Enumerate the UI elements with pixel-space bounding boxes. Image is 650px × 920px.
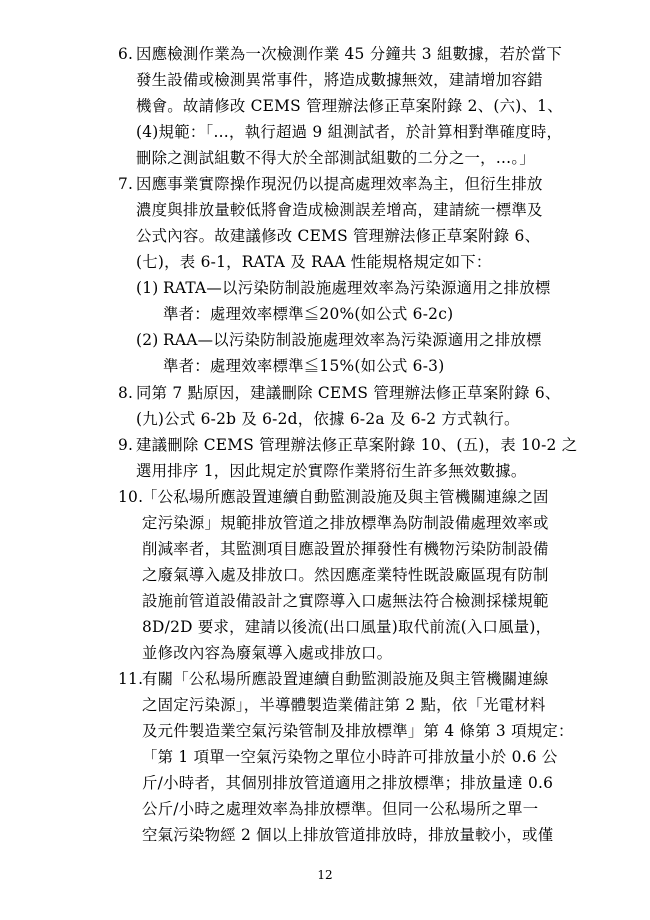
page-number: 12 bbox=[317, 868, 333, 882]
subitem-7-2-line-1: RAA—以污染防制設施處理效率為污染源適用之排放標 bbox=[163, 331, 542, 349]
paragraph-9-line-2: 選用排序 1，因此規定於實際作業將衍生許多無效數據。 bbox=[136, 462, 527, 480]
paragraph-6-line-4: (4)規範：「…，執行超過 9 組測試者，於計算相對準確度時， bbox=[136, 123, 563, 141]
subitem-7-2-line-2: 準者：處理效率標準≦15%(如公式 6-3) bbox=[163, 357, 445, 375]
paragraph-6-number: 6. bbox=[118, 45, 134, 63]
paragraph-11-number: 11. bbox=[118, 670, 144, 688]
paragraph-10-line-5: 設施前管道設備設計之實際導入口處無法符合檢測採樣規範 bbox=[142, 592, 549, 610]
paragraph-10-line-7: 並修改內容為廢氣導入處或排放口。 bbox=[142, 644, 393, 662]
paragraph-11-line-3: 及元件製造業空氣污染管制及排放標準」第 4 條第 3 項規定： bbox=[142, 722, 574, 740]
paragraph-6-line-5: 刪除之測試組數不得大於全部測試組數的二分之一，…。」 bbox=[136, 149, 535, 167]
paragraph-9-line-1: 建議刪除 CEMS 管理辦法修正草案附錄 10、(五)，表 10-2 之 bbox=[136, 436, 578, 454]
subitem-7-1-line-1: RATA—以污染防制設施處理效率為污染源適用之排放標 bbox=[163, 279, 551, 297]
paragraph-11-line-4: 「第 1 項單一空氣污染物之單位小時許可排放量小於 0.6 公 bbox=[142, 748, 558, 766]
paragraph-8-line-1: 同第 7 點原因，建議刪除 CEMS 管理辦法修正草案附錄 6、 bbox=[136, 384, 561, 402]
paragraph-7-line-2: 濃度與排放量較低將會造成檢測誤差增高，建請統一標準及 bbox=[136, 201, 543, 219]
paragraph-10-line-1: 「公私場所應設置連續自動監測設施及與主管機關連線之固 bbox=[142, 488, 549, 506]
paragraph-8-line-2: (九)公式 6-2b 及 6-2d，依據 6-2a 及 6-2 方式執行。 bbox=[136, 410, 520, 428]
paragraph-7-line-3: 公式內容。故建議修改 CEMS 管理辦法修正草案附錄 6、 bbox=[136, 227, 541, 245]
paragraph-11-line-6: 公斤/小時之處理效率為排放標準。但同一公私場所之單一 bbox=[142, 800, 539, 818]
paragraph-11-line-7: 空氣污染物經 2 個以上排放管道排放時，排放量較小，或僅 bbox=[142, 826, 554, 844]
subitem-7-2-number: (2) bbox=[136, 331, 159, 349]
paragraph-11-line-5: 斤/小時者，其個別排放管道適用之排放標準；排放量達 0.6 bbox=[142, 774, 554, 792]
paragraph-7-line-1: 因應事業實際操作現況仍以提高處理效率為主，但衍生排放 bbox=[136, 175, 543, 193]
paragraph-11-line-1: 有關「公私場所應設置連續自動監測設施及與主管機關連線 bbox=[142, 670, 549, 688]
paragraph-7-line-4: (七)，表 6-1，RATA 及 RAA 性能規格規定如下： bbox=[136, 253, 492, 271]
paragraph-10-line-6: 8D/2D 要求，建請以後流(出口風量)取代前流(入口風量)， bbox=[142, 618, 552, 636]
paragraph-11-line-2: 之固定污染源」，半導體製造業備註第 2 點，依「光電材料 bbox=[142, 696, 546, 714]
paragraph-10-line-3: 削減率者，其監測項目應設置於揮發性有機物污染防制設備 bbox=[142, 540, 549, 558]
subitem-7-1-line-2: 準者：處理效率標準≦20%(如公式 6-2c) bbox=[163, 305, 454, 323]
paragraph-6-line-3: 機會。故請修改 CEMS 管理辦法修正草案附錄 2、(六)、1、 bbox=[136, 97, 563, 115]
paragraph-10-line-4: 之廢氣導入處及排放口。然因應產業特性既設廠區現有防制 bbox=[142, 566, 549, 584]
subitem-7-1-number: (1) bbox=[136, 279, 159, 297]
paragraph-10-line-2: 定污染源」規範排放管道之排放標準為防制設備處理效率或 bbox=[142, 514, 549, 532]
paragraph-7-number: 7. bbox=[118, 175, 134, 193]
paragraph-8-number: 8. bbox=[118, 384, 134, 402]
paragraph-6-line-1: 因應檢測作業為一次檢測作業 45 分鐘共 3 組數據，若於當下 bbox=[136, 45, 563, 63]
paragraph-10-number: 10. bbox=[118, 488, 144, 506]
paragraph-9-number: 9. bbox=[118, 436, 134, 454]
paragraph-6-line-2: 發生設備或檢測異常事件，將造成數據無效，建請增加容錯 bbox=[136, 71, 543, 89]
